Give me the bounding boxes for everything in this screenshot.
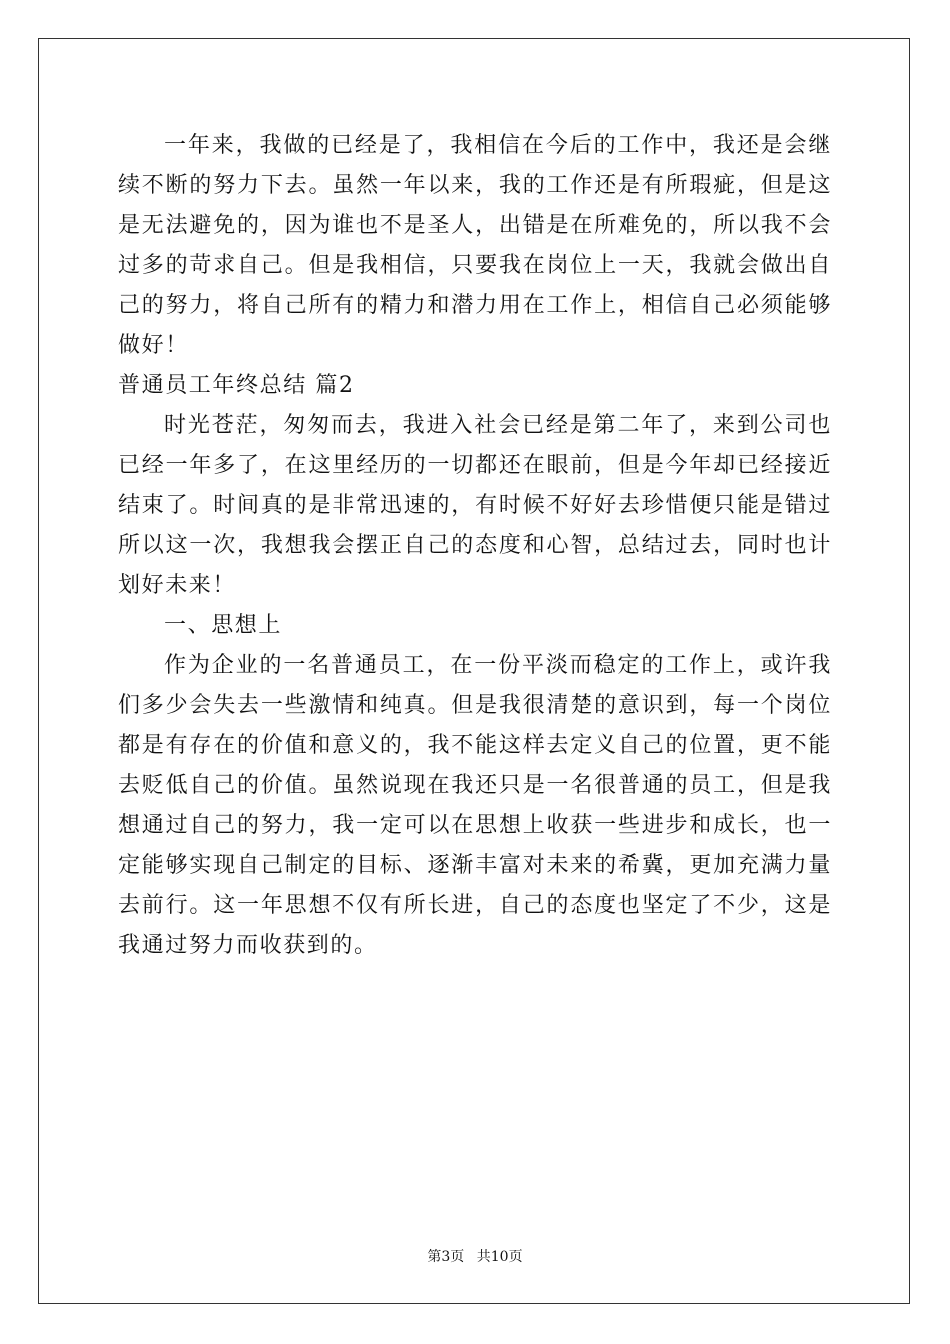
section-heading-thought: 一、思想上 [164, 613, 283, 638]
page-number: 第3页 [427, 1249, 465, 1265]
paragraph-closing: 一年来，我做的已经是了，我相信在今后的工作中，我还是会继续不断的努力下去。虽然一年以来，我的工作还是有所瑕疵，但是这是无法避免的，因为谁也不是圣人，出错是在所难免的，所以我不会过多的苛求自己。但是我相信，只要我在岗位上一天，我就会做出自己的努力，将自己所有的精力和潜力用在工作上，相信自己必须能够做好！ [118, 133, 832, 358]
document-body [118, 126, 832, 966]
page-total: 共10页 [476, 1249, 523, 1265]
article-heading: 普通员工年终总结 篇2 [118, 373, 355, 398]
paragraph-intro: 时光苍茫，匆匆而去，我进入社会已经是第二年了，来到公司也已经一年多了，在这里经历的一切都还在眼前，但是今年却已经接近结束了。时间真的是非常迅速的，有时候不好好去珍惜便只能是错过所以这一次，我想我会摆正自己的态度和心智，总结过去，同时也计划好未来！ [118, 413, 832, 598]
paragraph-thought: 作为企业的一名普通员工，在一份平淡而稳定的工作上，或许我们多少会失去一些激情和纯真。但是我很清楚的意识到，每一个岗位都是有存在的价值和意义的，我不能这样去定义自己的位置，更不能去贬低自己的价值。虽然说现在我还只是一名很普通的员工，但是我想通过自己的努力，我一定可以在思想上收获一些进步和成长，也一定能够实现自己制定的目标、逐渐丰富对未来的希冀，更加充满力量去前行。这一年思想不仅有所长进，自己的态度也坚定了不少，这是我通过努力而收获到的。 [118, 653, 832, 958]
page-footer [0, 1246, 950, 1266]
